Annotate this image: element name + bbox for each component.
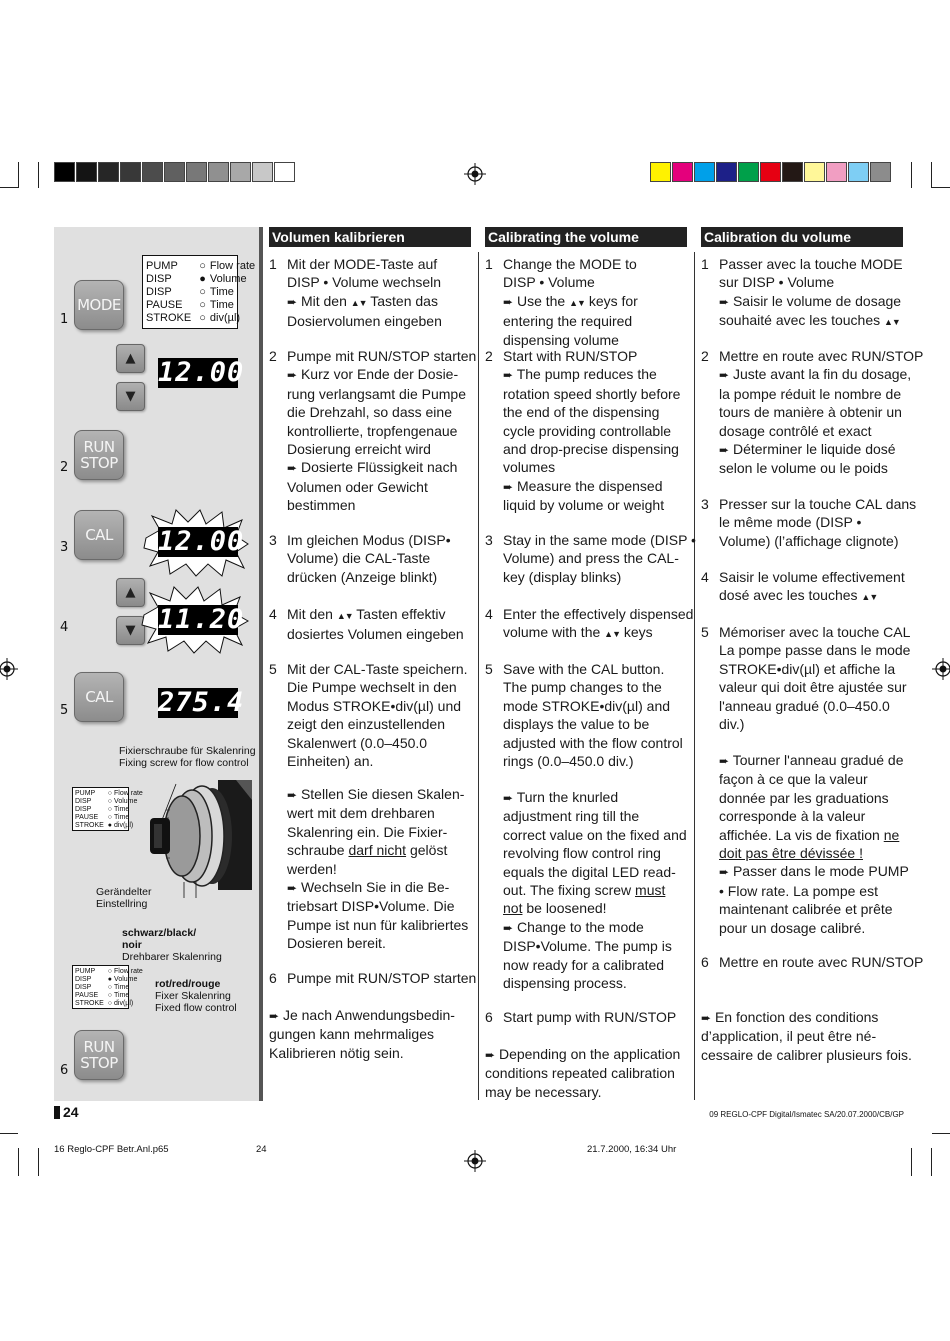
color-swatch [694, 162, 715, 182]
mode-value: div(µl) [114, 1000, 134, 1007]
step-number: 5 [60, 703, 69, 718]
text-line: Kalibrieren nötig sein. [269, 1044, 404, 1061]
text-line: Mémoriser avec la touche CAL [719, 624, 911, 640]
text-line: La pompe passe dans le mode [719, 642, 911, 659]
document-reference: 09 REGLO-CPF Digital/Ismatec SA/20.07.2000/CB/GP [709, 1110, 904, 1119]
mode-label: PUMP [75, 968, 96, 975]
arrow-right-icon: ➨ [287, 461, 298, 476]
mode-value: Flow rate [114, 790, 143, 797]
text-line: dosage contrôlé et exact [719, 422, 872, 439]
text-line: ➨ Kurz vor Ende der Dosie- [287, 366, 459, 383]
text-line: Mit der CAL-Taste speichern. [287, 661, 468, 677]
color-swatch [164, 162, 185, 182]
up-down-keys-icon: ▲▼ [861, 592, 878, 603]
mode-label: PUMP [146, 260, 178, 272]
triangle-up-icon: ▲ [125, 351, 136, 366]
mode-value: div(µl) [114, 822, 134, 829]
text-line: wert mit dem drehbaren [287, 805, 435, 822]
registration-mark-icon [464, 1150, 486, 1172]
text-line: werden! [287, 860, 337, 877]
text-line: ➨ Turn the knurled [503, 789, 619, 805]
text-line: adjustment ring till the [503, 808, 640, 825]
text-line: valeur qui doit être ajustée sur [719, 679, 907, 696]
mode-led-off: ○ [199, 286, 206, 298]
mode-label: DISP [146, 286, 172, 298]
arrow-right-icon: ➨ [287, 881, 298, 896]
text-line: STROKE•div(µl) et affiche la [719, 660, 896, 677]
black-ring-caption: Drehbarer Skalenring [122, 951, 222, 963]
text-line: maintenant calibrée et prête [719, 901, 893, 918]
up-down-keys-icon: ▲▼ [350, 297, 367, 308]
mode-indicator-table [142, 255, 256, 329]
color-swatch [870, 162, 891, 182]
text-line: Im gleichen Modus (DISP• [287, 532, 451, 548]
text-line: sur DISP • Volume [719, 274, 835, 291]
color-swatch [716, 162, 737, 182]
text-line: Pumpe mit RUN/STOP starten [287, 348, 477, 364]
color-swatch [274, 162, 295, 182]
run-label: RUN [83, 438, 115, 456]
mode-led-off: ○ [199, 299, 206, 311]
text-line: Mettre en route avec RUN/STOP [719, 954, 924, 970]
text-line: ➨ Measure the dispensed [503, 477, 663, 494]
mode-label: DISP [75, 798, 92, 805]
registration-mark-icon [932, 658, 950, 680]
text-line: div.) [719, 716, 745, 733]
text-line: Change the MODE to [503, 256, 637, 272]
text-line: and drop-precise dispensing [503, 441, 679, 458]
black-ring-caption: noir [122, 939, 142, 951]
mode-value: Volume [114, 976, 138, 983]
led-display: 12.00 [158, 357, 245, 388]
registration-mark-icon [0, 658, 18, 680]
text-line: bestimmen [287, 497, 356, 514]
text-line: cessaire de calibrer plusieurs fois. [701, 1046, 912, 1063]
black-ring-caption: schwarz/black/ [122, 927, 197, 939]
mode-value: Flow rate [114, 968, 143, 975]
mode-key[interactable]: MODE [74, 280, 124, 330]
mode-indicator-table-small: PUMP ○ Flow rate DISP ○ Volume DISP ○ Time PAUSE ○ Time STROKE ● div(µl) [72, 787, 129, 831]
mode-label: DISP [146, 273, 172, 285]
text-line: doit pas être dévissée ! [719, 845, 863, 862]
text-line: ➨ Stellen Sie diesen Skalen- [287, 786, 465, 802]
color-swatch [782, 162, 803, 182]
text-line: displays the value to be [503, 716, 650, 733]
text-line: revolving flow control ring [503, 845, 661, 862]
text-line: DISP•Volume. The pump is [503, 938, 672, 955]
color-swatch [120, 162, 141, 182]
text-line: la pompe réduit le nombre de [719, 385, 902, 402]
registration-mark-icon [464, 163, 486, 185]
arrow-right-icon: ➨ [287, 294, 298, 309]
text-line: rung verlangsamt die Pumpe [287, 385, 466, 402]
text-line: Einheiten) an. [287, 753, 374, 770]
triangle-down-icon: ▼ [125, 389, 136, 404]
text-line: dispensing volume [503, 331, 619, 348]
text-line: dispensing process. [503, 975, 627, 992]
color-swatch [760, 162, 781, 182]
step-number: 4 [60, 620, 69, 635]
run-stop-key[interactable] [74, 430, 124, 480]
text-line: Volumen oder Gewicht [287, 478, 428, 495]
color-swatch [650, 162, 671, 182]
stop-label: STOP [80, 454, 118, 472]
fixing-screw-caption-de: Fixierschraube für Skalenring [119, 745, 256, 757]
text-line: zeigt den einzustellenden [287, 716, 446, 733]
text-line: the end of the dispensing [503, 404, 660, 421]
text-line: liquid by volume or weight [503, 497, 665, 514]
text-line: ➨ Depending on the application [485, 1046, 681, 1062]
knurled-ring-caption: Gerändelter [96, 886, 152, 898]
text-line: Volume) (l’affichage clignote) [719, 532, 899, 549]
arrow-right-icon: ➨ [269, 1009, 280, 1023]
text-line: ➨ Saisir le volume de dosage [719, 292, 902, 309]
text-line: corresponde à la valeur [719, 808, 866, 825]
up-down-keys-icon: ▲▼ [569, 297, 585, 308]
red-ring-caption: Fixed flow control [155, 1002, 237, 1014]
mode-label: STROKE [75, 822, 104, 829]
red-ring-caption: Fixer Skalenring [155, 990, 231, 1002]
led-display-blinking: 11.20 [158, 604, 245, 635]
color-swatch [738, 162, 759, 182]
text-line: Volume) die CAL-Taste [287, 550, 431, 567]
color-swatch [54, 162, 75, 182]
color-swatch [848, 162, 869, 182]
slug-filename: 16 Reglo-CPF Betr.Anl.p65 [54, 1144, 169, 1155]
arrow-right-icon: ➨ [719, 368, 730, 383]
text-line: ➨ Déterminer le liquide dosé [719, 441, 896, 458]
text-line: ➨ Passer dans le mode PUMP [719, 863, 909, 880]
text-line: ➨ Mit den ▲▼ Tasten das [287, 292, 438, 309]
mode-label: PUMP [75, 790, 96, 797]
mode-label: STROKE [75, 1000, 104, 1007]
panel-divider [259, 227, 263, 1101]
arrow-right-icon: ➨ [485, 1048, 496, 1062]
text-line: DISP • Volume wechseln [287, 274, 442, 291]
up-down-keys-icon: ▲▼ [884, 317, 900, 328]
column-header-english: Calibrating the volume [485, 227, 687, 247]
text-line: Save with the CAL button. [503, 661, 665, 677]
text-line: rotation speed shortly before [503, 385, 681, 402]
red-ring-caption: rot/red/rouge [155, 978, 221, 990]
text-line: pour un dosage calibré. [719, 919, 866, 936]
mode-label: DISP [75, 806, 92, 813]
text-line: • Flow rate. La pompe est [719, 882, 878, 899]
text-line: Volume) and press the CAL- [503, 550, 679, 567]
text-line: façon à ce que la valeur [719, 771, 868, 788]
mode-value: Time [209, 286, 234, 298]
text-line: l'anneau gradué (0.0–450.0 [719, 697, 890, 714]
arrow-right-icon: ➨ [503, 294, 514, 309]
mode-label: PAUSE [75, 992, 99, 999]
column-divider [478, 252, 479, 1100]
text-line: ➨ Change to the mode [503, 918, 644, 935]
page-number-marker [54, 1106, 60, 1119]
up-down-keys-icon: ▲▼ [336, 611, 353, 621]
step-number: 1 [60, 312, 69, 327]
mode-value: Time [209, 299, 234, 311]
text-line: may be necessary. [485, 1083, 602, 1100]
mode-led-off: ○ [199, 312, 206, 324]
text-line: Pumpe ist nun für kalibriertes [287, 916, 469, 933]
text-line: Mit der MODE-Taste auf [287, 256, 438, 272]
text-line: DISP • Volume [503, 274, 595, 291]
text-line: d’application, il peut être né- [701, 1028, 877, 1045]
text-line: Mettre en route avec RUN/STOP [719, 348, 924, 364]
stop-label: STOP [80, 1054, 118, 1072]
mode-value: Time [114, 806, 130, 813]
color-swatch [142, 162, 163, 182]
run-label: RUN [83, 1038, 115, 1056]
up-arrow-key[interactable] [116, 344, 145, 373]
color-swatch [98, 162, 119, 182]
color-swatch [76, 162, 97, 182]
arrow-right-icon: ➨ [719, 754, 730, 768]
text-line: Dosierung erreicht wird [287, 441, 431, 458]
color-swatch [230, 162, 251, 182]
text-line: conditions repeated calibration [485, 1065, 675, 1082]
text-line: mode STROKE•div(µl) and [503, 697, 671, 714]
text-line: ➨ Je nach Anwendungsbedin- [269, 1007, 455, 1023]
text-line: Stay in the same mode (DISP • [503, 532, 696, 548]
text-line: Modus STROKE•div(µl) und [287, 697, 462, 714]
text-line: ➨ Dosierte Flüssigkeit nach [287, 459, 458, 476]
text-line: dosé avec les touches ▲▼ [719, 587, 878, 604]
text-line: affichée. La vis de fixation ne [719, 826, 900, 843]
text-line: equals the digital LED read- [503, 863, 676, 880]
mode-indicator-table-small: PUMP ○ Flow rate DISP ● Volume DISP ○ Time PAUSE ○ Time STROKE ○ div(µl) [72, 965, 129, 1009]
slug-timestamp: 21.7.2000, 16:34 Uhr [587, 1144, 677, 1155]
mode-value: Volume [114, 798, 138, 805]
column-divider [694, 252, 695, 1100]
mode-led-off: ○ [199, 260, 206, 272]
mode-label: STROKE [146, 312, 192, 324]
text-line: not be loosened! [503, 900, 607, 917]
led-display: 275.4 [158, 687, 245, 718]
mode-value: Volume [209, 273, 247, 285]
mode-value: Time [114, 814, 130, 821]
mode-led-on: ● [199, 273, 206, 285]
arrow-right-icon: ➨ [503, 791, 514, 805]
cal-key[interactable]: CAL [74, 510, 124, 560]
triangle-down-icon: ▼ [125, 623, 136, 638]
arrow-right-icon: ➨ [287, 368, 298, 383]
text-line: selon le volume ou le poids [719, 460, 888, 477]
text-line: Pumpe mit RUN/STOP starten [287, 970, 477, 986]
text-line: The pump changes to the [503, 679, 662, 696]
text-line: die Drehzahl, so dass eine [287, 404, 452, 421]
down-arrow-key[interactable] [116, 382, 145, 411]
mode-value: Time [114, 984, 130, 991]
text-line: kontrollierte, tropfengenaue [287, 422, 458, 439]
color-swatch [826, 162, 847, 182]
color-swatch [186, 162, 207, 182]
mode-value: div(µl) [209, 312, 241, 324]
column-header-german: Volumen kalibrieren [269, 227, 471, 247]
text-line: entering the required [503, 313, 633, 330]
color-swatch [208, 162, 229, 182]
text-line: Passer avec la touche MODE [719, 256, 903, 272]
text-line: Skalenwert (0.0–450.0 [287, 734, 428, 751]
page-number: 24 [63, 1104, 79, 1120]
arrow-right-icon: ➨ [503, 368, 514, 383]
arrow-right-icon: ➨ [719, 865, 730, 880]
text-line: donnée par les graduations [719, 789, 889, 806]
text-line: gungen kann mehrmaliges [269, 1026, 434, 1043]
column-header-french: Calibration du volume [701, 227, 903, 247]
mode-label: DISP [75, 976, 92, 983]
text-line: Start pump with RUN/STOP [503, 1009, 677, 1025]
text-line: now ready for a calibrated [503, 956, 665, 973]
text-line: ➨ Tourner l'anneau gradué de [719, 752, 904, 768]
text-line: le même mode (DISP • [719, 514, 862, 531]
cal-key[interactable]: CAL [74, 672, 124, 722]
text-line: dosiertes Volumen eingeben [287, 626, 464, 643]
arrow-right-icon: ➨ [719, 443, 730, 458]
arrow-right-icon: ➨ [719, 294, 730, 309]
text-line: Dosieren bereit. [287, 935, 386, 952]
text-line: ➨ The pump reduces the [503, 366, 657, 383]
text-line: adjusted with the flow control [503, 734, 683, 751]
text-line: ➨ Juste avant la fin du dosage, [719, 366, 912, 383]
text-line: volumes [503, 459, 556, 476]
arrow-right-icon: ➨ [701, 1011, 712, 1025]
run-stop-key[interactable] [74, 1030, 124, 1080]
text-line: triebsart DISP•Volume. Die [287, 898, 455, 915]
text-line: correct value on the fixed and [503, 826, 687, 843]
text-line: ➨ En fonction des conditions [701, 1009, 879, 1025]
fixing-screw-caption-en: Fixing screw for flow control [119, 757, 249, 769]
text-line: Die Pumpe wechselt in den [287, 679, 457, 696]
text-line: out. The fixing screw must [503, 882, 666, 899]
text-line: Dosiervolumen eingeben [287, 313, 442, 330]
color-swatch [804, 162, 825, 182]
mode-value: Time [114, 992, 130, 999]
text-line: Saisir le volume effectivement [719, 569, 905, 585]
step-number: 6 [60, 1063, 69, 1078]
text-line: volume with the ▲▼ keys [503, 624, 653, 641]
mode-label: PAUSE [75, 814, 99, 821]
led-display-blinking: 12.00 [158, 526, 245, 557]
step-number: 3 [60, 540, 69, 555]
pump-head-illustration [140, 770, 260, 900]
text-line: Skalenring ein. Die Fixier- [287, 823, 448, 840]
text-line: Mit den ▲▼ Tasten effektiv [287, 606, 446, 622]
text-line: tours de manière à obtenir un [719, 404, 902, 421]
mode-value: Flow rate [209, 260, 256, 272]
arrow-right-icon: ➨ [503, 479, 514, 494]
text-line: schraube darf nicht gelöst [287, 842, 448, 859]
color-swatch [252, 162, 273, 182]
step-number: 2 [60, 460, 69, 475]
color-swatch [672, 162, 693, 182]
text-line: souhaité avec les touches ▲▼ [719, 312, 900, 329]
slug-page: 24 [256, 1144, 267, 1155]
text-line: Presser sur la touche CAL dans [719, 496, 917, 512]
knurled-ring-caption: Einstellring [96, 898, 148, 910]
arrow-right-icon: ➨ [287, 788, 298, 802]
text-line: rings (0.0–450.0 div.) [503, 753, 634, 770]
arrow-right-icon: ➨ [503, 920, 514, 935]
text-line: Start with RUN/STOP [503, 348, 638, 364]
triangle-up-icon: ▲ [125, 585, 136, 600]
up-down-keys-icon: ▲▼ [604, 629, 620, 640]
mode-label: PAUSE [146, 299, 183, 311]
text-line: drücken (Anzeige blinkt) [287, 568, 438, 585]
text-line: Enter the effectively dispensed [503, 606, 694, 622]
mode-label: DISP [75, 984, 92, 991]
text-line: key (display blinks) [503, 568, 622, 585]
text-line: cycle providing controllable [503, 422, 672, 439]
text-line: ➨ Use the ▲▼ keys for [503, 292, 638, 309]
text-line: ➨ Wechseln Sie in die Be- [287, 879, 450, 896]
